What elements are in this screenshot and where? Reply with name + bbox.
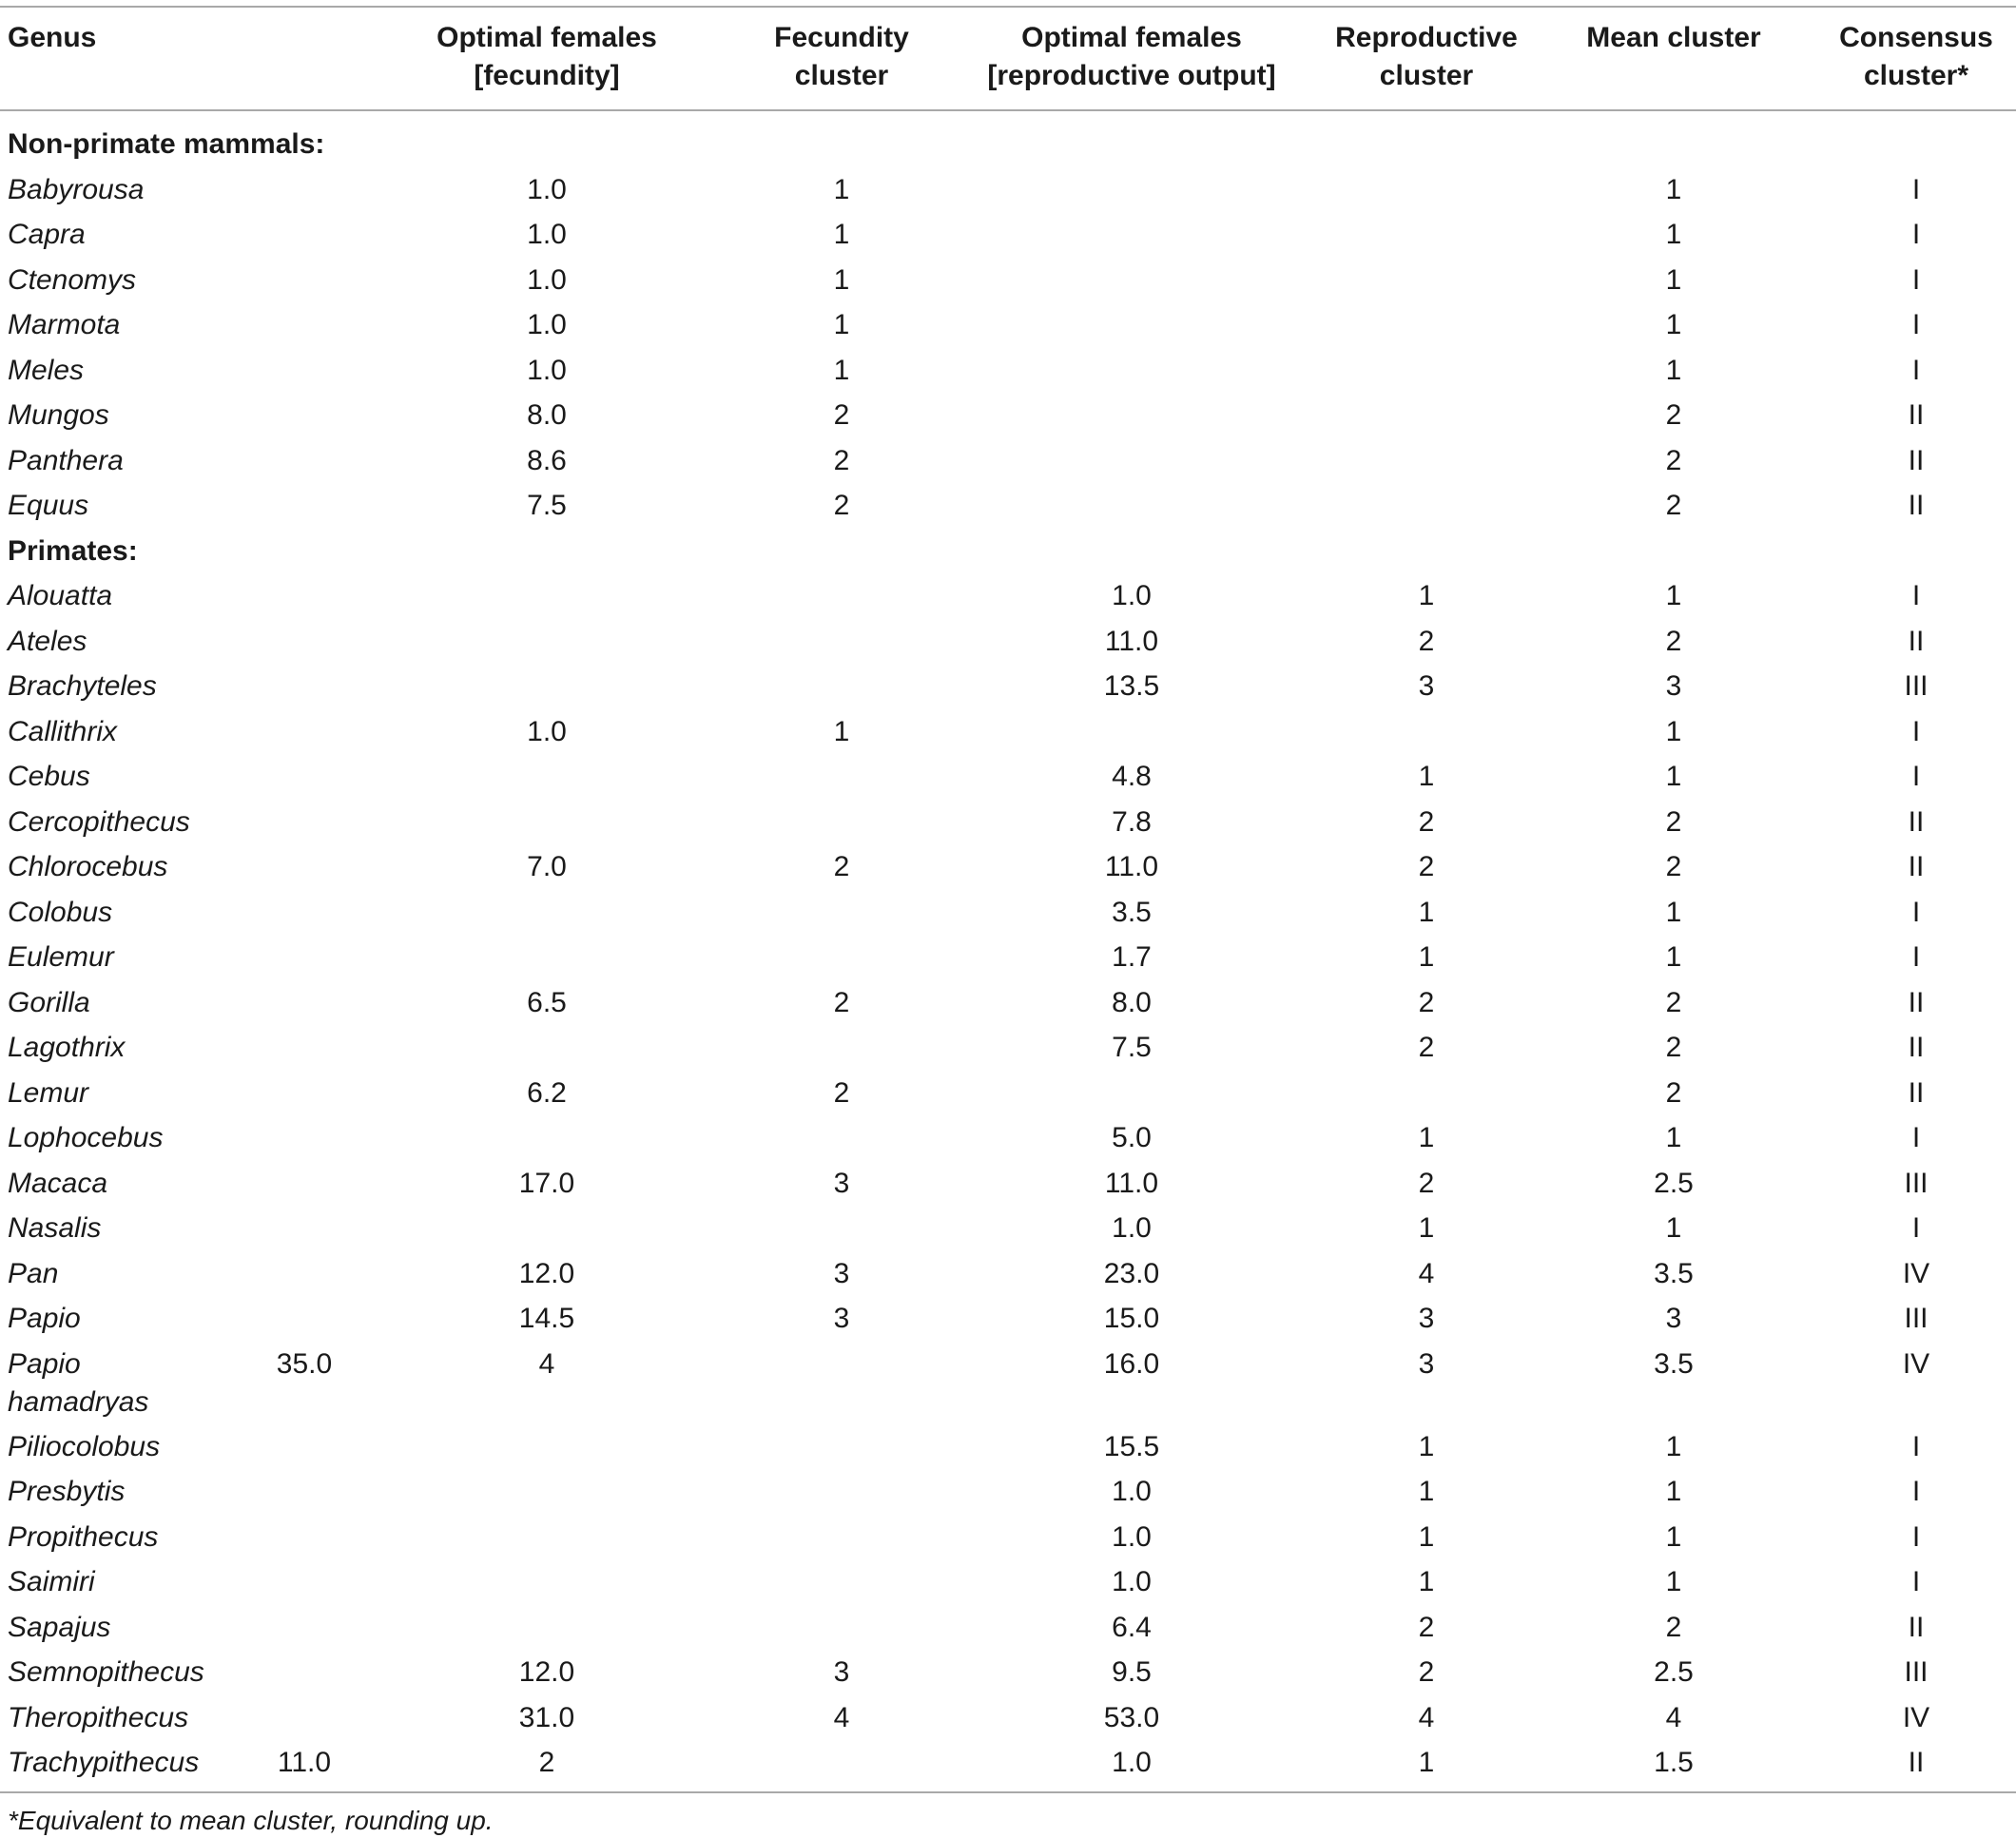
bottom-rule	[0, 1791, 2016, 1793]
table-row	[0, 623, 2016, 667]
cell-optimal-females-fecundity: 8.0	[527, 399, 567, 431]
cell-genus: Babyrousa	[8, 173, 145, 205]
cell-fecundity-cluster: 1	[833, 173, 850, 205]
header-genus: Genus	[8, 22, 97, 53]
header-optimal-females-fecundity: Optimal females [fecundity]	[436, 22, 657, 91]
header-fecundity-cluster: Fecundity cluster	[774, 22, 909, 91]
cell-consensus-cluster: II	[1908, 986, 1925, 1018]
cell-reproductive-cluster: 3	[1418, 1347, 1435, 1380]
cell-consensus-cluster: I	[1911, 263, 1921, 296]
cell-consensus-cluster: IV	[1902, 1257, 1930, 1289]
cell-consensus-cluster: I	[1911, 1122, 1921, 1153]
table-row	[0, 487, 2016, 532]
cell-optimal-females-fecundity: 4	[538, 1347, 555, 1380]
table-row	[0, 1029, 2016, 1074]
cell-mean-cluster: 2	[1665, 625, 1682, 657]
cell-optimal-females-fecundity: 12.0	[518, 1656, 575, 1688]
cell-reproductive-cluster: 2	[1418, 1167, 1435, 1199]
header-reproductive-cluster: Reproductive cluster	[1335, 22, 1518, 91]
cell-optimal-females-reproductive-output: 3.5	[1112, 896, 1152, 928]
cell-optimal-females-reproductive-output: 11.0	[1104, 625, 1159, 657]
cell-genus: Macaca	[8, 1167, 108, 1199]
header-mean-cluster: Mean cluster	[1586, 22, 1761, 53]
table-row	[0, 216, 2016, 261]
table-row	[0, 1300, 2016, 1345]
cell-genus: Pan	[8, 1257, 59, 1289]
cell-mean-cluster: 1	[1665, 1566, 1682, 1597]
cell-reproductive-cluster: 1	[1418, 1212, 1435, 1244]
cell-optimal-females-fecundity: 12.0	[518, 1257, 575, 1289]
cell-fecundity-cluster: 3	[833, 1257, 850, 1289]
table-row	[0, 442, 2016, 487]
cell-genus: Sapajus	[8, 1611, 111, 1643]
cell-fecundity-cluster: 2	[833, 851, 850, 882]
cell-genus: Papio hamadryas	[8, 1347, 149, 1418]
cell-genus: Meles	[8, 354, 85, 386]
table-row	[0, 1255, 2016, 1300]
cell-genus: Capra	[8, 219, 86, 250]
cell-optimal-females-fecundity: 8.6	[527, 444, 567, 476]
cell-genus: Presbytis	[8, 1476, 126, 1507]
table-row	[0, 261, 2016, 306]
cell-optimal-females-reproductive-output: 15.0	[1103, 1303, 1160, 1334]
cell-consensus-cluster: I	[1911, 1476, 1921, 1507]
cell-mean-cluster: 1	[1665, 941, 1682, 973]
cell-fecundity-cluster: 4	[833, 1701, 850, 1733]
cell-optimal-females-reproductive-output: 7.8	[1112, 805, 1152, 838]
cell-optimal-females-reproductive-output: 23.0	[1103, 1257, 1160, 1289]
cell-optimal-females-reproductive-output: 1.7	[1112, 941, 1152, 973]
cell-fecundity-cluster: 2	[833, 444, 850, 476]
cell-consensus-cluster: I	[1911, 941, 1921, 973]
cell-genus: Saimiri	[8, 1566, 95, 1597]
table-row	[0, 938, 2016, 983]
cell-mean-cluster: 1	[1665, 580, 1682, 611]
cell-reproductive-cluster: 2	[1418, 986, 1435, 1018]
cell-optimal-females-fecundity: 7.0	[527, 851, 567, 882]
cell-optimal-females-fecundity: 1.0	[527, 354, 567, 386]
cell-consensus-cluster: I	[1911, 896, 1921, 928]
cell-optimal-females-reproductive-output: 7.5	[1112, 1032, 1152, 1063]
cell-mean-cluster: 1	[1665, 354, 1682, 386]
cell-consensus-cluster: II	[1908, 1076, 1925, 1109]
table-row	[0, 1209, 2016, 1254]
cell-optimal-females-fecundity: 1.0	[527, 309, 567, 340]
cell-fecundity-cluster: 1	[833, 715, 850, 747]
table-row	[0, 1744, 2016, 1789]
cell-consensus-cluster: II	[1908, 1032, 1925, 1063]
table-row	[0, 577, 2016, 622]
cell-fecundity-cluster: 1	[833, 354, 850, 386]
cell-mean-cluster: 2	[1665, 444, 1682, 476]
cell-genus: Panthera	[8, 444, 124, 476]
cell-optimal-females-fecundity: 31.0	[518, 1701, 575, 1733]
cell-genus: Semnopithecus	[8, 1656, 204, 1688]
cell-optimal-females-fecundity: 1.0	[527, 219, 567, 250]
cell-optimal-females-reproductive-output: 1.0	[1112, 1212, 1152, 1244]
cell-mean-cluster: 1	[1665, 1212, 1682, 1244]
cell-consensus-cluster: II	[1908, 1611, 1925, 1643]
cell-mean-cluster: 2	[1665, 805, 1682, 838]
cell-genus: Marmota	[8, 309, 121, 340]
cell-optimal-females-reproductive-output: 1.0	[1112, 580, 1152, 611]
cell-genus: Eulemur	[8, 941, 114, 973]
cell-optimal-females-reproductive-output: 4.8	[1112, 761, 1152, 792]
cell-genus: Chlorocebus	[8, 851, 168, 882]
cell-mean-cluster: 1	[1665, 1476, 1682, 1507]
cell-consensus-cluster: II	[1908, 625, 1925, 657]
table-row	[0, 1119, 2016, 1164]
cell-genus: Lagothrix	[8, 1032, 126, 1063]
cell-mean-cluster: 2.5	[1654, 1656, 1694, 1688]
cell-genus: Piliocolobus	[8, 1430, 161, 1462]
cell-reproductive-cluster: 2	[1418, 1032, 1435, 1063]
cell-consensus-cluster: I	[1911, 761, 1921, 792]
cell-optimal-females-reproductive-output: 11.0	[1104, 1167, 1159, 1199]
cell-mean-cluster: 4	[1665, 1701, 1682, 1733]
table-row	[0, 1074, 2016, 1119]
cell-mean-cluster: 3.5	[1654, 1257, 1694, 1289]
cell-extra: 11.0	[277, 1747, 332, 1778]
cell-consensus-cluster: III	[1904, 1656, 1929, 1688]
table-row	[0, 352, 2016, 397]
cell-consensus-cluster: I	[1911, 580, 1921, 611]
header-optimal-females-reproductive-output: Optimal females [reproductive output]	[987, 22, 1276, 91]
cell-genus: Equus	[8, 490, 89, 521]
table-row	[0, 171, 2016, 216]
cell-genus: Cercopithecus	[8, 805, 190, 838]
table-row	[0, 894, 2016, 938]
cell-optimal-females-fecundity: 1.0	[527, 715, 567, 747]
cell-optimal-females-fecundity: 6.2	[527, 1076, 567, 1109]
table-row	[0, 984, 2016, 1029]
table-row	[0, 1699, 2016, 1744]
header-consensus-cluster: Consensus cluster*	[1839, 22, 1993, 91]
cell-reproductive-cluster: 1	[1418, 1520, 1435, 1553]
cell-consensus-cluster: I	[1911, 1566, 1921, 1597]
cell-mean-cluster: 1	[1665, 1520, 1682, 1553]
cell-genus: Gorilla	[8, 986, 90, 1018]
table-row	[0, 1609, 2016, 1654]
cell-optimal-females-reproductive-output: 15.5	[1103, 1430, 1160, 1462]
header-rule	[0, 109, 2016, 111]
table-row	[0, 713, 2016, 758]
cell-optimal-females-reproductive-output: 5.0	[1112, 1122, 1152, 1153]
cell-optimal-females-reproductive-output: 1.0	[1112, 1747, 1152, 1778]
cell-fecundity-cluster: 1	[833, 309, 850, 340]
cell-consensus-cluster: I	[1911, 309, 1921, 340]
cell-genus: Colobus	[8, 896, 113, 928]
cell-fecundity-cluster: 3	[833, 1656, 850, 1688]
cell-mean-cluster: 2	[1665, 1611, 1682, 1643]
cell-extra: 35.0	[276, 1347, 333, 1380]
cell-reproductive-cluster: 1	[1418, 1122, 1435, 1153]
cell-reproductive-cluster: 1	[1418, 1566, 1435, 1597]
cell-mean-cluster: 1	[1665, 715, 1682, 747]
cell-mean-cluster: 1	[1665, 219, 1682, 250]
cell-consensus-cluster: I	[1911, 219, 1921, 250]
cell-reproductive-cluster: 2	[1418, 851, 1435, 882]
cell-consensus-cluster: I	[1911, 1212, 1921, 1244]
cell-fecundity-cluster: 1	[833, 219, 850, 250]
cell-fecundity-cluster: 1	[833, 263, 850, 296]
cell-mean-cluster: 3	[1665, 670, 1682, 702]
cell-mean-cluster: 2	[1665, 399, 1682, 431]
table-row	[0, 803, 2016, 848]
cell-optimal-females-reproductive-output: 11.0	[1104, 851, 1159, 882]
cell-mean-cluster: 2	[1665, 490, 1682, 521]
cell-consensus-cluster: I	[1911, 715, 1921, 747]
cell-genus: Theropithecus	[8, 1701, 189, 1733]
cell-genus: Lophocebus	[8, 1122, 164, 1153]
cell-optimal-females-reproductive-output: 9.5	[1112, 1656, 1152, 1688]
cell-consensus-cluster: III	[1904, 670, 1929, 702]
table-row	[0, 848, 2016, 893]
cell-consensus-cluster: III	[1904, 1167, 1929, 1199]
cell-optimal-females-reproductive-output: 6.4	[1112, 1611, 1152, 1643]
table-row	[0, 1165, 2016, 1209]
cell-genus: Lemur	[8, 1076, 89, 1109]
cell-consensus-cluster: II	[1908, 805, 1925, 838]
cell-reproductive-cluster: 1	[1418, 896, 1435, 928]
cell-reproductive-cluster: 3	[1418, 1303, 1435, 1334]
cell-consensus-cluster: III	[1904, 1303, 1929, 1334]
cell-genus: Cebus	[8, 761, 90, 792]
cell-fecundity-cluster: 2	[833, 1076, 850, 1109]
cell-reproductive-cluster: 1	[1418, 1747, 1435, 1778]
cell-optimal-females-fecundity: 7.5	[527, 490, 567, 521]
cell-genus: Callithrix	[8, 715, 118, 747]
cell-consensus-cluster: II	[1908, 490, 1925, 521]
cell-consensus-cluster: I	[1911, 1430, 1921, 1462]
table-footnote: *Equivalent to mean cluster, rounding up.	[8, 1806, 494, 1835]
cell-mean-cluster: 1	[1665, 173, 1682, 205]
cell-reproductive-cluster: 2	[1418, 805, 1435, 838]
cell-mean-cluster: 1	[1665, 1122, 1682, 1153]
cell-optimal-females-reproductive-output: 1.0	[1112, 1566, 1152, 1597]
cell-optimal-females-fecundity: 1.0	[527, 173, 567, 205]
table-row	[0, 1428, 2016, 1473]
cell-consensus-cluster: II	[1908, 1747, 1925, 1778]
table-row	[0, 667, 2016, 712]
cell-reproductive-cluster: 1	[1418, 1476, 1435, 1507]
cell-fecundity-cluster: 2	[833, 490, 850, 521]
cell-reproductive-cluster: 2	[1418, 625, 1435, 657]
table-row	[0, 1563, 2016, 1608]
cell-mean-cluster: 1	[1665, 896, 1682, 928]
cell-optimal-females-reproductive-output: 13.5	[1103, 670, 1160, 702]
cell-reproductive-cluster: 1	[1418, 941, 1435, 973]
cell-reproductive-cluster: 2	[1418, 1611, 1435, 1643]
cell-mean-cluster: 1	[1665, 263, 1682, 296]
cell-optimal-females-fecundity: 14.5	[518, 1303, 575, 1334]
cell-mean-cluster: 1	[1665, 309, 1682, 340]
cell-mean-cluster: 1	[1665, 1430, 1682, 1462]
cell-consensus-cluster: I	[1911, 354, 1921, 386]
cell-fecundity-cluster: 2	[833, 399, 850, 431]
cell-fecundity-cluster: 2	[833, 986, 850, 1018]
cell-genus: Nasalis	[8, 1212, 102, 1244]
table-row	[0, 306, 2016, 351]
cell-genus: Ctenomys	[8, 263, 137, 296]
cell-mean-cluster: 2	[1665, 1032, 1682, 1063]
cell-optimal-females-reproductive-output: 1.0	[1112, 1520, 1152, 1553]
cell-consensus-cluster: II	[1908, 444, 1925, 476]
cell-mean-cluster: 1.5	[1654, 1747, 1694, 1778]
cell-mean-cluster: 2.5	[1654, 1167, 1694, 1199]
cell-consensus-cluster: II	[1908, 399, 1925, 431]
cell-genus: Papio	[8, 1303, 81, 1334]
table-row	[0, 1473, 2016, 1518]
table-row	[0, 758, 2016, 803]
cell-consensus-cluster: I	[1911, 1520, 1921, 1553]
cell-fecundity-cluster: 3	[833, 1167, 850, 1199]
cell-consensus-cluster: II	[1908, 851, 1925, 882]
table-row	[0, 1345, 2016, 1418]
cell-reproductive-cluster: 1	[1418, 1430, 1435, 1462]
cell-mean-cluster: 2	[1665, 851, 1682, 882]
table-row	[0, 1519, 2016, 1563]
cell-mean-cluster: 3.5	[1654, 1347, 1694, 1380]
cell-genus: Alouatta	[8, 580, 113, 611]
cell-mean-cluster: 1	[1665, 761, 1682, 792]
top-rule	[0, 6, 2016, 8]
table-row	[0, 1654, 2016, 1698]
cell-reproductive-cluster: 1	[1418, 761, 1435, 792]
cell-optimal-females-reproductive-output: 16.0	[1103, 1347, 1160, 1380]
cell-optimal-females-fecundity: 1.0	[527, 263, 567, 296]
cell-mean-cluster: 2	[1665, 1076, 1682, 1109]
cell-reproductive-cluster: 2	[1418, 1656, 1435, 1688]
cell-consensus-cluster: IV	[1902, 1701, 1930, 1733]
cell-mean-cluster: 2	[1665, 986, 1682, 1018]
cell-genus: Trachypithecus	[8, 1747, 200, 1778]
cell-reproductive-cluster: 4	[1418, 1701, 1435, 1733]
cell-mean-cluster: 3	[1665, 1303, 1682, 1334]
cell-reproductive-cluster: 1	[1418, 580, 1435, 611]
cell-optimal-females-fecundity: 17.0	[518, 1167, 575, 1199]
cell-consensus-cluster: I	[1911, 173, 1921, 205]
section-title: Non-primate mammals:	[8, 128, 325, 160]
cell-consensus-cluster: IV	[1902, 1347, 1930, 1380]
cell-optimal-females-fecundity: 2	[538, 1747, 555, 1778]
section-title: Primates:	[8, 534, 138, 567]
cell-optimal-females-reproductive-output: 8.0	[1112, 986, 1152, 1018]
table-row	[0, 397, 2016, 441]
cell-optimal-females-fecundity: 6.5	[527, 986, 567, 1018]
cell-reproductive-cluster: 4	[1418, 1257, 1435, 1289]
cell-fecundity-cluster: 3	[833, 1303, 850, 1334]
cell-optimal-females-reproductive-output: 53.0	[1103, 1701, 1160, 1733]
cell-genus: Ateles	[8, 625, 87, 657]
cell-reproductive-cluster: 3	[1418, 670, 1435, 702]
cell-genus: Brachyteles	[8, 670, 157, 702]
cell-genus: Mungos	[8, 399, 109, 431]
cell-genus: Propithecus	[8, 1520, 159, 1553]
cell-optimal-females-reproductive-output: 1.0	[1112, 1476, 1152, 1507]
